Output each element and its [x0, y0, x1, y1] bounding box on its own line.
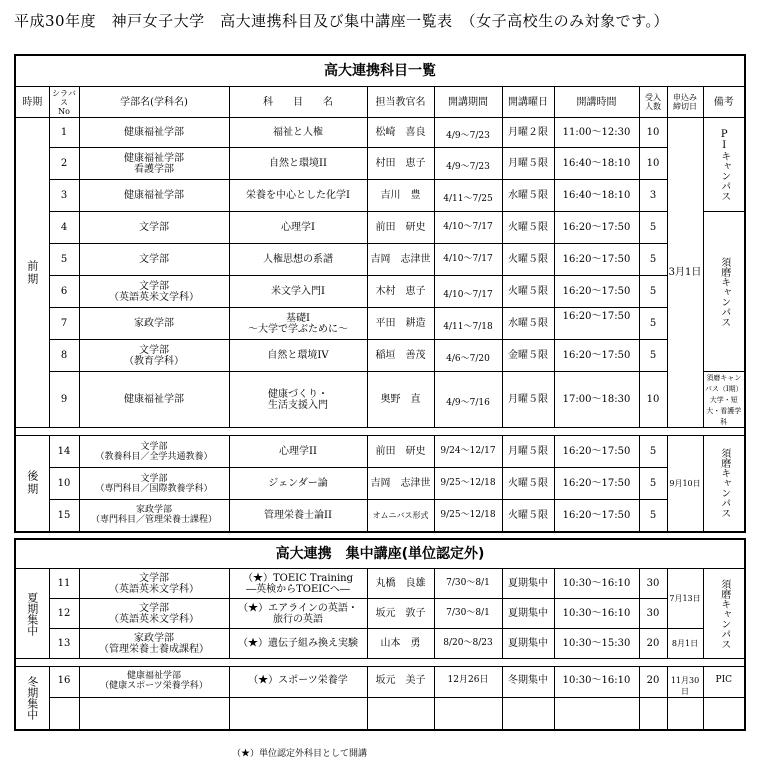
row-faculty: 文学部 （教育学科） — [79, 340, 229, 372]
campus-pi: PIキャンパス — [703, 118, 745, 212]
row-no: 3 — [49, 180, 79, 212]
table-row — [15, 629, 745, 659]
row-subject: 福祉と人権 — [229, 118, 367, 148]
table-header-row — [15, 87, 745, 118]
row-faculty: 健康福祉学部 — [79, 118, 229, 148]
row-subject: 健康づくり・ 生活支援入門 — [229, 372, 367, 428]
row-no: 9 — [49, 372, 79, 428]
table-row-blank — [15, 698, 745, 730]
row-subject: ジェンダー論 — [229, 468, 367, 500]
row-dates: 4/10～7/17 — [434, 276, 502, 308]
header-remarks: 備考 — [703, 87, 745, 118]
row-day: 夏期集中 — [502, 569, 554, 599]
row-dates: 9/25～12/18 — [434, 500, 502, 532]
row-no: 8 — [49, 340, 79, 372]
row-capacity: 30 — [639, 569, 667, 599]
row-dates: 4/9～7/16 — [434, 372, 502, 428]
table-banner: 高大連携 集中講座(単位認定外) — [15, 539, 745, 569]
header-faculty: 学部名(学科名) — [79, 87, 229, 118]
row-day: 夏期集中 — [502, 599, 554, 629]
row-faculty: 健康福祉学部 — [79, 372, 229, 428]
header-day: 開講曜日 — [502, 87, 554, 118]
table-row — [15, 436, 745, 468]
row-capacity: 3 — [639, 180, 667, 212]
header-dates: 開講期間 — [434, 87, 502, 118]
row-time: 16:20～17:50 — [554, 500, 639, 532]
table-row — [15, 340, 745, 372]
table-row — [15, 569, 745, 599]
row-time: 11:00～12:30 — [554, 118, 639, 148]
campus-suma: 須磨キャンパス — [703, 436, 745, 532]
table-row — [15, 244, 745, 276]
row-dates: 7/30～8/1 — [434, 599, 502, 629]
header-time: 開講時間 — [554, 87, 639, 118]
row-dates: 9/25～12/18 — [434, 468, 502, 500]
row-time: 10:30～16:10 — [554, 569, 639, 599]
row-no: 1 — [49, 118, 79, 148]
table-row — [15, 372, 745, 428]
row-dates: 9/24～12/17 — [434, 436, 502, 468]
row-teacher: 坂元 美子 — [367, 667, 434, 698]
row-dates: 12月26日 — [434, 667, 502, 698]
row-no: 13 — [49, 629, 79, 659]
row-no: 7 — [49, 308, 79, 340]
row-no: 5 — [49, 244, 79, 276]
row-day: 月曜５限 — [502, 372, 554, 428]
row-faculty: 文学部 （教養科目／全学共通教養） — [79, 436, 229, 468]
row-teacher: 村田 恵子 — [367, 148, 434, 180]
row-teacher: オムニバス形式 — [367, 500, 434, 532]
table-row — [15, 500, 745, 532]
row-time: 10:30～16:10 — [554, 667, 639, 698]
row-subject: 米文学入門I — [229, 276, 367, 308]
row-capacity: 20 — [639, 667, 667, 698]
row-day: 月曜５限 — [502, 148, 554, 180]
row-subject: （★）遺伝子組み換え実験 — [229, 629, 367, 659]
row-dates: 4/6～7/20 — [434, 340, 502, 372]
row-day: 火曜５限 — [502, 212, 554, 244]
row-capacity: 5 — [639, 340, 667, 372]
row-no: 2 — [49, 148, 79, 180]
row-capacity: 5 — [639, 468, 667, 500]
row-teacher: 丸橋 良雄 — [367, 569, 434, 599]
row-capacity: 10 — [639, 372, 667, 428]
row-capacity: 5 — [639, 500, 667, 532]
row-no: 14 — [49, 436, 79, 468]
course-table — [14, 54, 746, 533]
row-teacher: 平田 耕造 — [367, 308, 434, 340]
row-teacher: 木村 恵子 — [367, 276, 434, 308]
footnote: （★）単位認定外科目として開講 — [232, 749, 368, 759]
row-faculty: 文学部 （英語英米文学科） — [79, 569, 229, 599]
row-subject: 自然と環境IV — [229, 340, 367, 372]
table-row — [15, 468, 745, 500]
row-day: 水曜５限 — [502, 308, 554, 340]
row-time: 16:40～18:10 — [554, 180, 639, 212]
row-no: 6 — [49, 276, 79, 308]
header-subject: 科 目 名 — [229, 87, 367, 118]
summer-deadline-b: 8月1日 — [667, 629, 703, 659]
campus-suma: 須磨キャンパス — [703, 212, 745, 372]
row-teacher: 吉岡 志津世 — [367, 468, 434, 500]
row-dates: 4/9～7/23 — [434, 148, 502, 180]
row-subject: 人権思想の系譜 — [229, 244, 367, 276]
row-day: 水曜５限 — [502, 180, 554, 212]
row-time: 16:20～17:50 — [554, 212, 639, 244]
row-subject: 自然と環境II — [229, 148, 367, 180]
row-subject: 栄養を中心とした化学I — [229, 180, 367, 212]
row-capacity: 10 — [639, 118, 667, 148]
row-time: 17:00～18:30 — [554, 372, 639, 428]
row-capacity: 20 — [639, 629, 667, 659]
row-faculty: 家政学部 — [79, 308, 229, 340]
row-day: 金曜５限 — [502, 340, 554, 372]
header-syllabus: シラバス No — [49, 87, 79, 118]
row-time: 16:20～17:50 — [554, 276, 639, 308]
row-faculty: 健康福祉学部 — [79, 180, 229, 212]
row-no: 11 — [49, 569, 79, 599]
row-time: 16:20～17:50 — [554, 308, 639, 340]
page-title: 平成30年度 神戸女子大学 高大連携科目及び集中講座一覧表 （女子高校生のみ対象です。） — [14, 12, 669, 30]
row-faculty: 健康福祉学部 （健康スポーツ栄養学科） — [79, 667, 229, 698]
row-subject: 管理栄養士論II — [229, 500, 367, 532]
row-dates: 4/10～7/17 — [434, 244, 502, 276]
row-faculty: 家政学部 （管理栄養士養成課程） — [79, 629, 229, 659]
table-banner: 高大連携科目一覧 — [15, 55, 745, 87]
row-time: 10:30～15:30 — [554, 629, 639, 659]
row-day: 月曜２限 — [502, 118, 554, 148]
campus-note: 須磨キャンパス（I期）大学・短大・看護学科 — [703, 372, 745, 428]
row-time: 16:20～17:50 — [554, 340, 639, 372]
row-teacher: 前田 研史 — [367, 212, 434, 244]
row-subject: （★）TOEIC Training ―英検からTOEICへ― — [229, 569, 367, 599]
row-capacity: 5 — [639, 276, 667, 308]
row-dates: 7/30～8/1 — [434, 569, 502, 599]
row-time: 16:20～17:50 — [554, 244, 639, 276]
row-time: 16:20～17:50 — [554, 436, 639, 468]
section-gap — [15, 428, 745, 436]
first-term-deadline: 3月1日 — [667, 118, 703, 428]
row-capacity: 5 — [639, 308, 667, 340]
winter-deadline: 11月30日 — [667, 667, 703, 698]
row-teacher: 山本 勇 — [367, 629, 434, 659]
header-deadline: 申込み 締切日 — [667, 87, 703, 118]
table-row — [15, 667, 745, 698]
row-time: 16:40～18:10 — [554, 148, 639, 180]
winter-label: 冬期集中 — [15, 667, 49, 730]
table-row — [15, 276, 745, 308]
row-day: 火曜５限 — [502, 468, 554, 500]
row-no: 12 — [49, 599, 79, 629]
row-faculty: 文学部 — [79, 244, 229, 276]
table-row — [15, 148, 745, 180]
table-row — [15, 212, 745, 244]
table-row — [15, 118, 745, 148]
row-no: 4 — [49, 212, 79, 244]
row-dates: 8/20～8/23 — [434, 629, 502, 659]
row-teacher: 稲垣 善茂 — [367, 340, 434, 372]
header-teacher: 担当教官名 — [367, 87, 434, 118]
header-period: 時期 — [15, 87, 49, 118]
row-faculty: 文学部 （専門科目／国際教養学科） — [79, 468, 229, 500]
row-capacity: 5 — [639, 436, 667, 468]
row-teacher: 吉川 豊 — [367, 180, 434, 212]
section-gap — [15, 659, 745, 667]
row-day: 火曜５限 — [502, 276, 554, 308]
row-capacity: 10 — [639, 148, 667, 180]
table-row — [15, 180, 745, 212]
second-term-deadline: 9月10日 — [667, 436, 703, 532]
row-subject: 基礎I ～大学で学ぶために～ — [229, 308, 367, 340]
row-day: 冬期集中 — [502, 667, 554, 698]
row-faculty: 文学部 — [79, 212, 229, 244]
row-time: 16:20～17:50 — [554, 468, 639, 500]
row-teacher: 奥野 直 — [367, 372, 434, 428]
row-time: 10:30～16:10 — [554, 599, 639, 629]
row-teacher: 坂元 敦子 — [367, 599, 434, 629]
row-capacity: 5 — [639, 244, 667, 276]
intensive-table — [14, 538, 746, 731]
row-dates: 4/10～7/17 — [434, 212, 502, 244]
row-teacher: 吉岡 志津世 — [367, 244, 434, 276]
campus-suma: 須磨キャンパス — [703, 569, 745, 659]
second-term-label: 後期 — [15, 436, 49, 532]
row-no: 16 — [49, 667, 79, 698]
row-no: 15 — [49, 500, 79, 532]
first-term-label: 前期 — [15, 118, 49, 428]
row-capacity: 5 — [639, 212, 667, 244]
header-capacity: 受入 人数 — [639, 87, 667, 118]
row-capacity: 30 — [639, 599, 667, 629]
row-dates: 4/11～7/25 — [434, 180, 502, 212]
row-dates: 4/9～7/23 — [434, 118, 502, 148]
row-subject: 心理学I — [229, 212, 367, 244]
row-dates: 4/11～7/18 — [434, 308, 502, 340]
row-faculty: 文学部 （英語英米文学科） — [79, 276, 229, 308]
row-faculty: 文学部 （英語英米文学科） — [79, 599, 229, 629]
row-faculty: 家政学部 （専門科目／管理栄養士課程） — [79, 500, 229, 532]
row-teacher: 前田 研史 — [367, 436, 434, 468]
summer-deadline-a: 7月13日 — [667, 569, 703, 629]
row-day: 夏期集中 — [502, 629, 554, 659]
row-day: 火曜５限 — [502, 500, 554, 532]
row-subject: （★）スポーツ栄養学 — [229, 667, 367, 698]
row-subject: （★）エアラインの英語・ 旅行の英語 — [229, 599, 367, 629]
row-day: 火曜５限 — [502, 244, 554, 276]
campus-pic: PIC — [703, 667, 745, 698]
row-faculty: 健康福祉学部 看護学部 — [79, 148, 229, 180]
summer-label: 夏期集中 — [15, 569, 49, 659]
table-row — [15, 599, 745, 629]
row-teacher: 松崎 喜良 — [367, 118, 434, 148]
row-subject: 心理学II — [229, 436, 367, 468]
row-day: 月曜５限 — [502, 436, 554, 468]
table-row — [15, 308, 745, 340]
row-no: 10 — [49, 468, 79, 500]
